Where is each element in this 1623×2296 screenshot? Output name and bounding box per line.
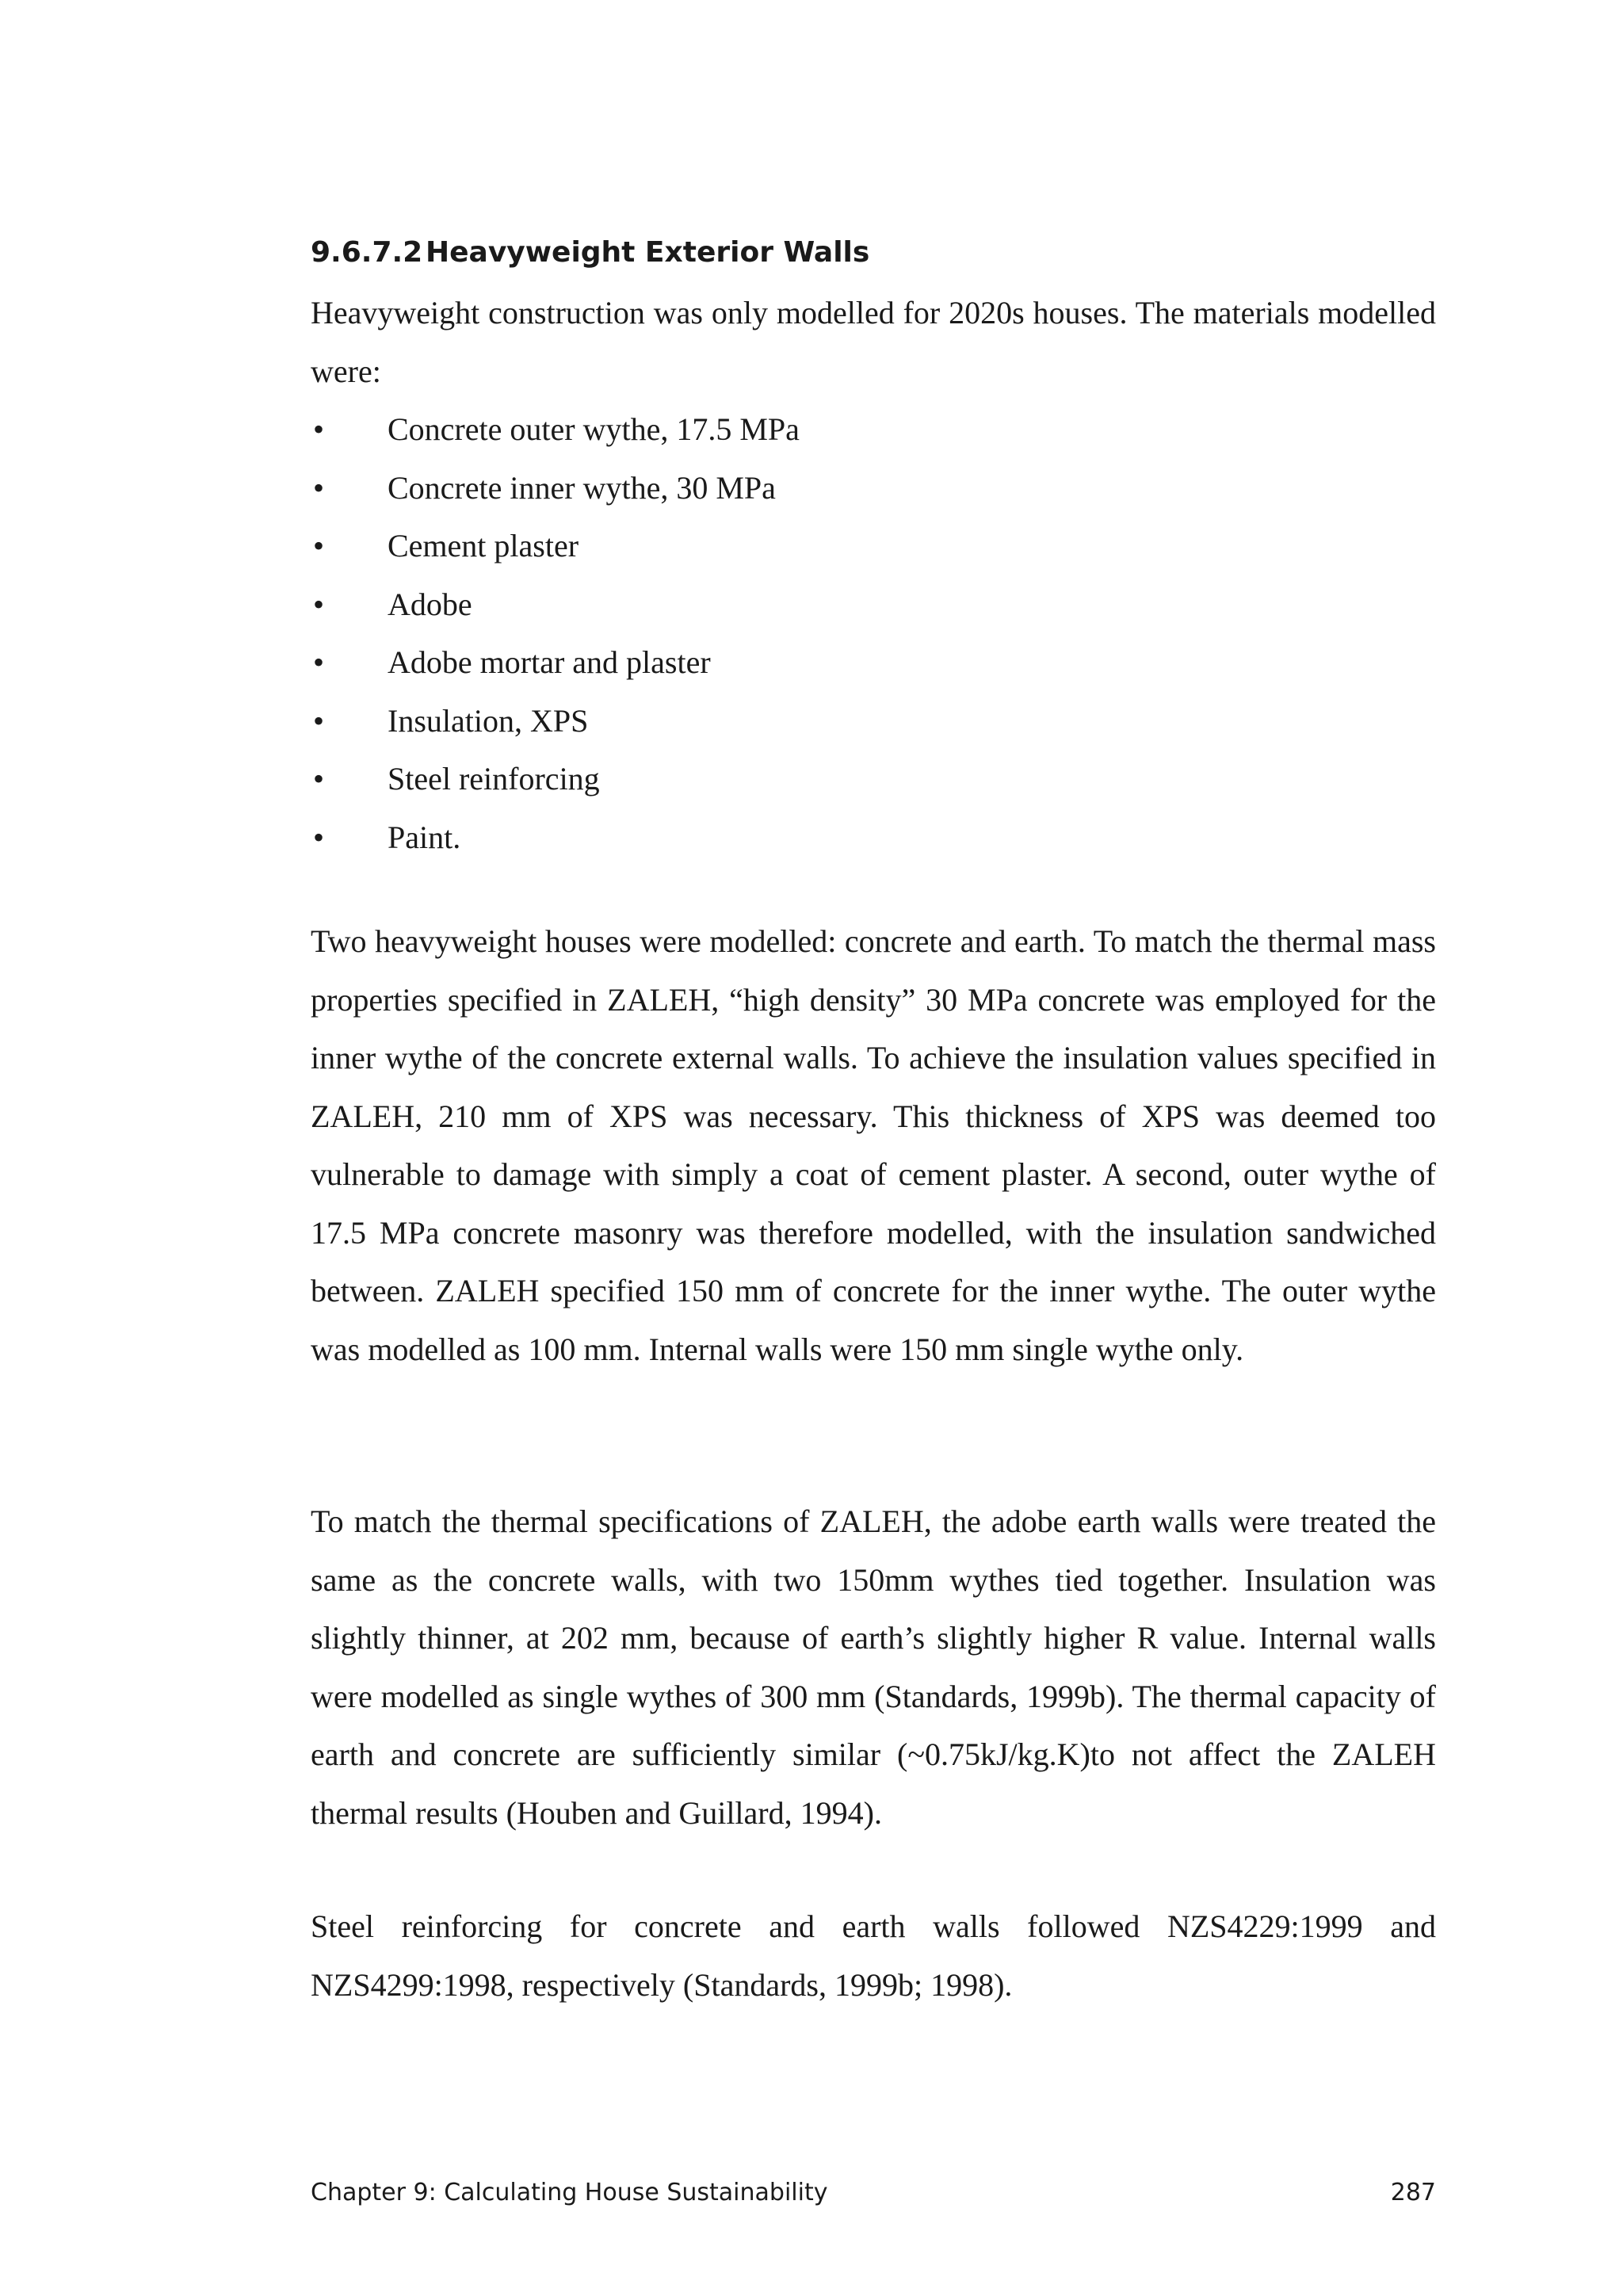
bullet-icon: •	[312, 702, 324, 739]
section-title: Heavyweight Exterior Walls	[426, 236, 870, 269]
bullet-icon: •	[312, 761, 324, 797]
paragraph-concrete-walls: Two heavyweight houses were modelled: concrete and earth. To match the thermal mass properties specified in ZALEH, “high density” 30 MPa concrete was employed for the inner wythe of the concrete external walls. To achieve the insulation values specified in ZALEH, 210 mm of XPS was necessary. This thickness of XPS was deemed too vulnerable to damage with simply a coat of cement plaster. A second, outer wythe of 17.5 MPa concrete masonry was therefore modelled, with the insulation sandwiched between. ZALEH specified 150 mm of concrete for the inner wythe. The outer wythe was modelled as 100 mm. Internal walls were 150 mm single wythe only.	[311, 923, 1436, 1367]
list-item: • Paint.	[311, 808, 1436, 867]
footer-chapter-title: Chapter 9: Calculating House Sustainability	[311, 2179, 828, 2206]
list-item: • Steel reinforcing	[311, 750, 1436, 808]
document-page	[311, 0, 1436, 2296]
paragraph-earth-walls: To match the thermal specifications of ZALEH, the adobe earth walls were treated the same as the concrete walls, with two 150mm wythes tied together. Insulation was slightly thinner, at 202 mm, because of earth’s slightly higher R value. Internal walls were modelled as single wythes of 300 mm (Standards, 1999b). The thermal capacity of earth and concrete are sufficiently similar (~0.75kJ/kg.K)to not affect the ZALEH thermal results (Houben and Guillard, 1994).	[311, 1503, 1436, 1831]
section-heading	[311, 233, 869, 273]
section-number: 9.6.7.2	[311, 236, 423, 269]
bullet-icon: •	[312, 586, 324, 622]
materials-list	[311, 400, 1436, 866]
list-item: • Concrete inner wythe, 30 MPa	[311, 459, 1436, 518]
intro-paragraph: Heavyweight construction was only modelled for 2020s houses. The materials modelled were:	[311, 295, 1436, 389]
list-item: • Insulation, XPS	[311, 692, 1436, 751]
bullet-icon: •	[312, 528, 324, 563]
bullet-icon: •	[312, 644, 324, 680]
bullet-icon: •	[312, 819, 324, 855]
list-item: • Cement plaster	[311, 517, 1436, 575]
list-item: • Adobe mortar and plaster	[311, 633, 1436, 692]
list-item: • Adobe	[311, 575, 1436, 634]
bullet-icon: •	[312, 469, 324, 506]
page-number: 287	[1390, 2179, 1436, 2206]
bullet-icon: •	[312, 411, 324, 447]
list-item: • Concrete outer wythe, 17.5 MPa	[311, 400, 1436, 459]
paragraph-steel-reinforcing: Steel reinforcing for concrete and earth walls followed NZS4229:1999 and NZS4299:1998, respectively (Standards, 1999b; 1998).	[311, 1908, 1436, 2003]
